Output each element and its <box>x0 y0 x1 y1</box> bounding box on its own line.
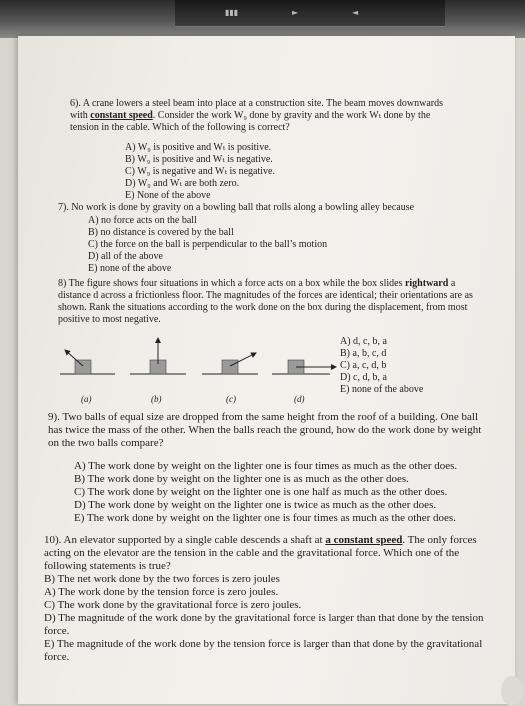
q8-option-d: D) c, d, b, a <box>340 372 387 383</box>
q8-options <box>340 336 423 396</box>
q8-option-e: E) none of the above <box>340 384 424 395</box>
question-6 <box>70 98 460 202</box>
figure-label-a: (a) <box>81 394 92 404</box>
q9-option-b: B) The work done by weight on the lighter one is as much as the other does. <box>74 473 409 485</box>
q8-option-c: C) a, c, d, b <box>340 360 387 371</box>
figure-label-b: (b) <box>151 394 162 404</box>
arrow-icon: ◄ <box>352 8 359 17</box>
force-box-figure <box>60 326 340 388</box>
page-curl <box>501 676 523 706</box>
situation-b <box>130 338 186 374</box>
question-8-prompt: 8) The figure shows four situations in which a force acts on a box while the box slides rightward a distance d across a frictionless floor. The magnitudes of the forces are identical; their orientations are as shown. Rank the situations according to the work done on the box during the displacement, from most positive to most negative. <box>58 278 473 325</box>
question-10-prompt: 10). An elevator supported by a single cable descends a shaft at a constant speed. The only forces acting on the elevator are the tension in the cable and the gravitational force. Which one of the following statements is true? <box>44 534 477 572</box>
q9-option-c: C) The work done by weight on the lighter one is one half as much as the other does. <box>74 486 448 498</box>
question-7 <box>58 202 478 275</box>
figure-label-d: (d) <box>294 394 305 404</box>
q10-option-d: D) The magnitude of the work done by the gravitational force is larger than that done by the tension force. <box>44 612 484 637</box>
situation-a <box>60 350 115 374</box>
q6-option-c: C) W₉ is negative and Wₜ is negative. <box>125 166 275 177</box>
question-9-prompt: 9). Two balls of equal size are dropped from the same height from the roof of a building. One ball has twice the mass of the other. When the balls reach the ground, how do the work done by weight on the two balls compare? <box>48 411 482 449</box>
shelf <box>175 0 445 27</box>
question-7-prompt: 7). No work is done by gravity on a bowling ball that rolls along a bowling alley because <box>58 202 415 213</box>
figure-label-c: (c) <box>226 394 236 404</box>
q7-option-d: D) all of the above <box>88 251 163 262</box>
situation-d <box>272 360 336 374</box>
q10-option-b: B) The net work done by the two forces is zero joules <box>44 573 280 585</box>
q9-option-a: A) The work done by weight on the lighter one is four times as much as the other does. <box>74 460 458 472</box>
q10-option-e: E) The magnitude of the work done by the tension force is larger than that done by the gravitational force. <box>44 638 483 663</box>
q9-option-e: E) The work done by weight on the lighter one is four times as much as the other does. <box>74 512 456 524</box>
q10-option-c: C) The work done by the gravitational force is zero joules. <box>44 599 302 611</box>
q6-option-d: D) W₉ and Wₜ are both zero. <box>125 178 240 189</box>
q7-option-e: E) none of the above <box>88 263 172 274</box>
q8-option-a: A) d, c, b, a <box>340 336 387 347</box>
q7-option-c: C) the force on the ball is perpendicular to the ball’s motion <box>88 239 328 250</box>
signal-icon: ▮▮▮ <box>225 8 239 17</box>
background-top <box>0 0 525 38</box>
question-8 <box>58 278 478 326</box>
situation-c <box>202 353 258 374</box>
q7-option-b: B) no distance is covered by the ball <box>88 227 234 238</box>
q8-option-b: B) a, b, c, d <box>340 348 387 359</box>
q7-option-a: A) no force acts on the ball <box>88 215 197 226</box>
question-6-prompt: 6). A crane lowers a steel beam into place at a construction site. The beam moves downwards with constant speed. Consider the work W₉ done by gravity and the work Wₜ done by the tension in the cable. Which of the following is correct? <box>70 98 444 133</box>
q6-option-a: A) W₉ is positive and Wₜ is positive. <box>125 142 272 153</box>
q6-option-e: E) None of the above <box>125 190 211 201</box>
worksheet-page <box>18 36 515 704</box>
q10-option-a: A) The work done by the tension force is zero joules. <box>44 586 279 598</box>
question-10 <box>44 534 494 664</box>
question-9 <box>48 411 494 525</box>
q9-option-d: D) The work done by weight on the lighter one is twice as much as the other does. <box>74 499 437 511</box>
q6-option-b: B) W₉ is positive and Wₜ is negative. <box>125 154 273 165</box>
battery-icon: ► <box>292 8 299 17</box>
